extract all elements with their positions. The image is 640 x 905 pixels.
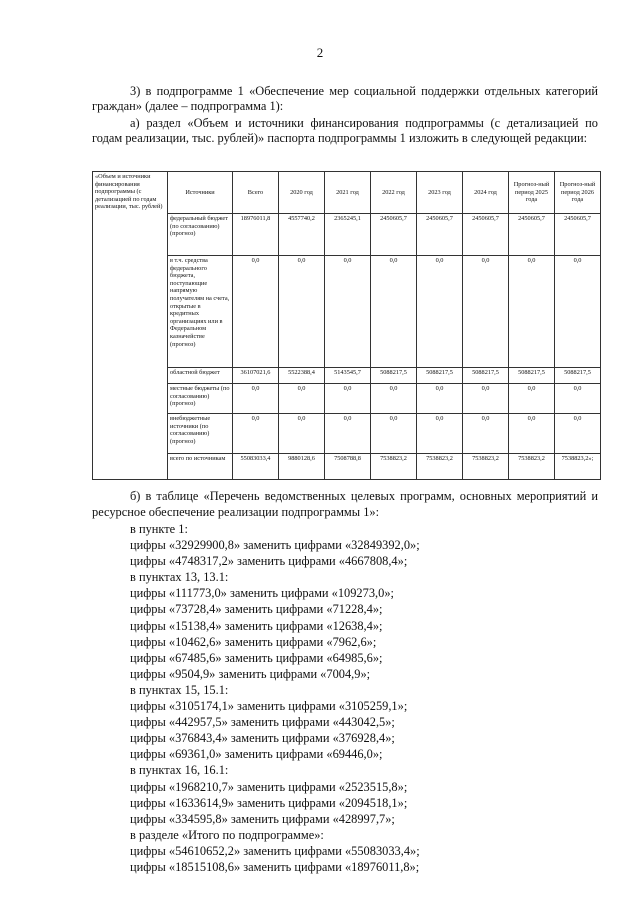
table-row	[93, 384, 601, 414]
list-item: цифры «376843,4» заменить цифрами «376928,4»;	[130, 731, 395, 746]
page-number: 2	[316, 45, 324, 60]
cell-value: 0,0	[279, 384, 325, 414]
funding-table-body	[93, 172, 601, 480]
cell-value: 0,0	[417, 384, 463, 414]
paragraph-section-b	[92, 488, 598, 520]
cell-value: 0,0	[463, 414, 509, 454]
list-item: цифры «9504,9» заменить цифрами «7004,9»;	[130, 666, 371, 681]
cell-value: 0,0	[463, 384, 509, 414]
cell-value: 7538823,2	[371, 454, 417, 480]
cell-value: 0,0	[509, 256, 555, 368]
cell-value: 0,0	[417, 414, 463, 454]
cell-value: 0,0	[509, 414, 555, 454]
cell-value: 7538823,2	[417, 454, 463, 480]
cell-value: 0,0	[279, 414, 325, 454]
cell-value: 5088217,5	[417, 368, 463, 384]
cell-value: 5088217,5	[371, 368, 417, 384]
paragraph-text: б) в таблице «Перечень ведомственных целевых программ, основных мероприятий и ресурсное обеспечение реализации подпрограммы 1»:	[92, 489, 598, 519]
cell-value: 2450605,7	[371, 214, 417, 256]
table-row	[93, 368, 601, 384]
list-item: цифры «67485,6» заменить цифрами «64985,6»;	[130, 650, 383, 665]
cell-value: 9880128,6	[279, 454, 325, 480]
cell-value: 0,0	[279, 256, 325, 368]
cell-value: 0,0	[555, 414, 601, 454]
cell-value: 0,0	[371, 384, 417, 414]
cell-value: 7538823,2	[509, 454, 555, 480]
cell-value: 0,0	[417, 256, 463, 368]
table-header: Прогноз-ный период 2026 года	[555, 172, 601, 214]
list-item: цифры «1968210,7» заменить цифрами «2523515,8»;	[130, 779, 408, 794]
table-header: 2020 год	[279, 172, 325, 214]
cell-value: 0,0	[233, 384, 279, 414]
list-item: в пунктах 16, 16.1:	[130, 763, 229, 778]
table-row	[93, 414, 601, 454]
list-item: цифры «32929900,8» заменить цифрами «32849392,0»;	[130, 538, 420, 553]
cell-value: 7538823,2»;	[555, 454, 601, 480]
table-header: 2023 год	[417, 172, 463, 214]
table-header-row	[93, 172, 601, 214]
list-item: цифры «4748317,2» заменить цифрами «4667808,4»;	[130, 554, 408, 569]
paragraph-section-a	[92, 116, 598, 146]
cell-value: 7508788,8	[325, 454, 371, 480]
cell-value: 4557740,2	[279, 214, 325, 256]
cell-value: 0,0	[325, 256, 371, 368]
cell-value: 2365245,1	[325, 214, 371, 256]
row-label: внебюджетные источники (по согласованию) (прогноз)	[168, 414, 233, 454]
cell-value: 2450605,7	[555, 214, 601, 256]
table-header: Прогноз-ный период 2025 года	[509, 172, 555, 214]
table-row	[93, 256, 601, 368]
cell-value: 5088217,5	[463, 368, 509, 384]
cell-value: 0,0	[233, 414, 279, 454]
table-header: Всего	[233, 172, 279, 214]
paragraph-text: 3) в подпрограмме 1 «Обеспечение мер социальной поддержки отдельных категорий граждан» (далее – подпрограмма 1):	[92, 84, 598, 113]
list-item: цифры «15138,4» заменить цифрами «12638,4»;	[130, 618, 383, 633]
list-item: цифры «111773,0» заменить цифрами «109273,0»;	[130, 586, 394, 601]
cell-value: 36107021,6	[233, 368, 279, 384]
cell-value: 2450605,7	[463, 214, 509, 256]
cell-value: 0,0	[555, 384, 601, 414]
list-item: в пунктах 13, 13.1:	[130, 570, 229, 585]
list-item: в разделе «Итого по подпрограмме»:	[130, 827, 324, 842]
cell-value: 0,0	[509, 384, 555, 414]
table-header: 2024 год	[463, 172, 509, 214]
list-item: цифры «1633614,9» заменить цифрами «2094518,1»;	[130, 795, 408, 810]
cell-value: 2450605,7	[509, 214, 555, 256]
paragraph-subprogram-intro	[92, 84, 598, 114]
cell-value: 5088217,5	[509, 368, 555, 384]
cell-value: 18976011,8	[233, 214, 279, 256]
cell-value: 0,0	[463, 256, 509, 368]
paragraph-text: а) раздел «Объем и источники финансирования подпрограммы (с детализацией по годам реализации, тыс. рублей)» паспорта подпрограммы 1 изложить в следующей редакции:	[92, 116, 598, 145]
cell-value: 0,0	[555, 256, 601, 368]
list-item: цифры «10462,6» заменить цифрами «7962,6»;	[130, 634, 377, 649]
list-item: цифры «334595,8» заменить цифрами «428997,7»;	[130, 811, 395, 826]
list-item: цифры «54610652,2» заменить цифрами «55083033,4»;	[130, 843, 420, 858]
row-label: в т.ч. средства федерального бюджета, поступающие напрямую получателям на счета, открытые в кредитных организациях или в Федеральном казначействе (прогноз)	[168, 256, 233, 368]
row-label: местные бюджеты (по согласованию) (прогноз)	[168, 384, 233, 414]
table-header: 2022 год	[371, 172, 417, 214]
list-item: в пунктах 15, 15.1:	[130, 682, 229, 697]
list-item: цифры «442957,5» заменить цифрами «443042,5»;	[130, 715, 395, 730]
table-header: Источники	[168, 172, 233, 214]
table-row	[93, 214, 601, 256]
table-header: 2021 год	[325, 172, 371, 214]
cell-value: 5522388,4	[279, 368, 325, 384]
cell-value: 0,0	[325, 384, 371, 414]
cell-value: 0,0	[233, 256, 279, 368]
row-label: федеральный бюджет (по согласованию) (прогноз)	[168, 214, 233, 256]
funding-table	[92, 171, 601, 480]
cell-value: 5088217,5	[555, 368, 601, 384]
table-first-cell: «Объем и источники финансирования подпрограммы (с детализацией по годам реализации, тыс. рублей)	[93, 172, 168, 480]
table-row	[93, 454, 601, 480]
row-label: всего по источникам	[168, 454, 233, 480]
cell-value: 5143545,7	[325, 368, 371, 384]
cell-value: 7538823,2	[463, 454, 509, 480]
list-item: цифры «73728,4» заменить цифрами «71228,4»;	[130, 602, 383, 617]
cell-value: 2450605,7	[417, 214, 463, 256]
list-item: цифры «18515108,6» заменить цифрами «18976011,8»;	[130, 859, 420, 874]
list-item: в пункте 1:	[130, 522, 188, 536]
list-item: цифры «69361,0» заменить цифрами «69446,0»;	[130, 747, 383, 762]
cell-value: 0,0	[371, 256, 417, 368]
row-label: областной бюджет	[168, 368, 233, 384]
cell-value: 55083033,4	[233, 454, 279, 480]
replacement-list	[130, 521, 600, 875]
list-item: цифры «3105174,1» заменить цифрами «3105259,1»;	[130, 699, 408, 714]
cell-value: 0,0	[371, 414, 417, 454]
cell-value: 0,0	[325, 414, 371, 454]
